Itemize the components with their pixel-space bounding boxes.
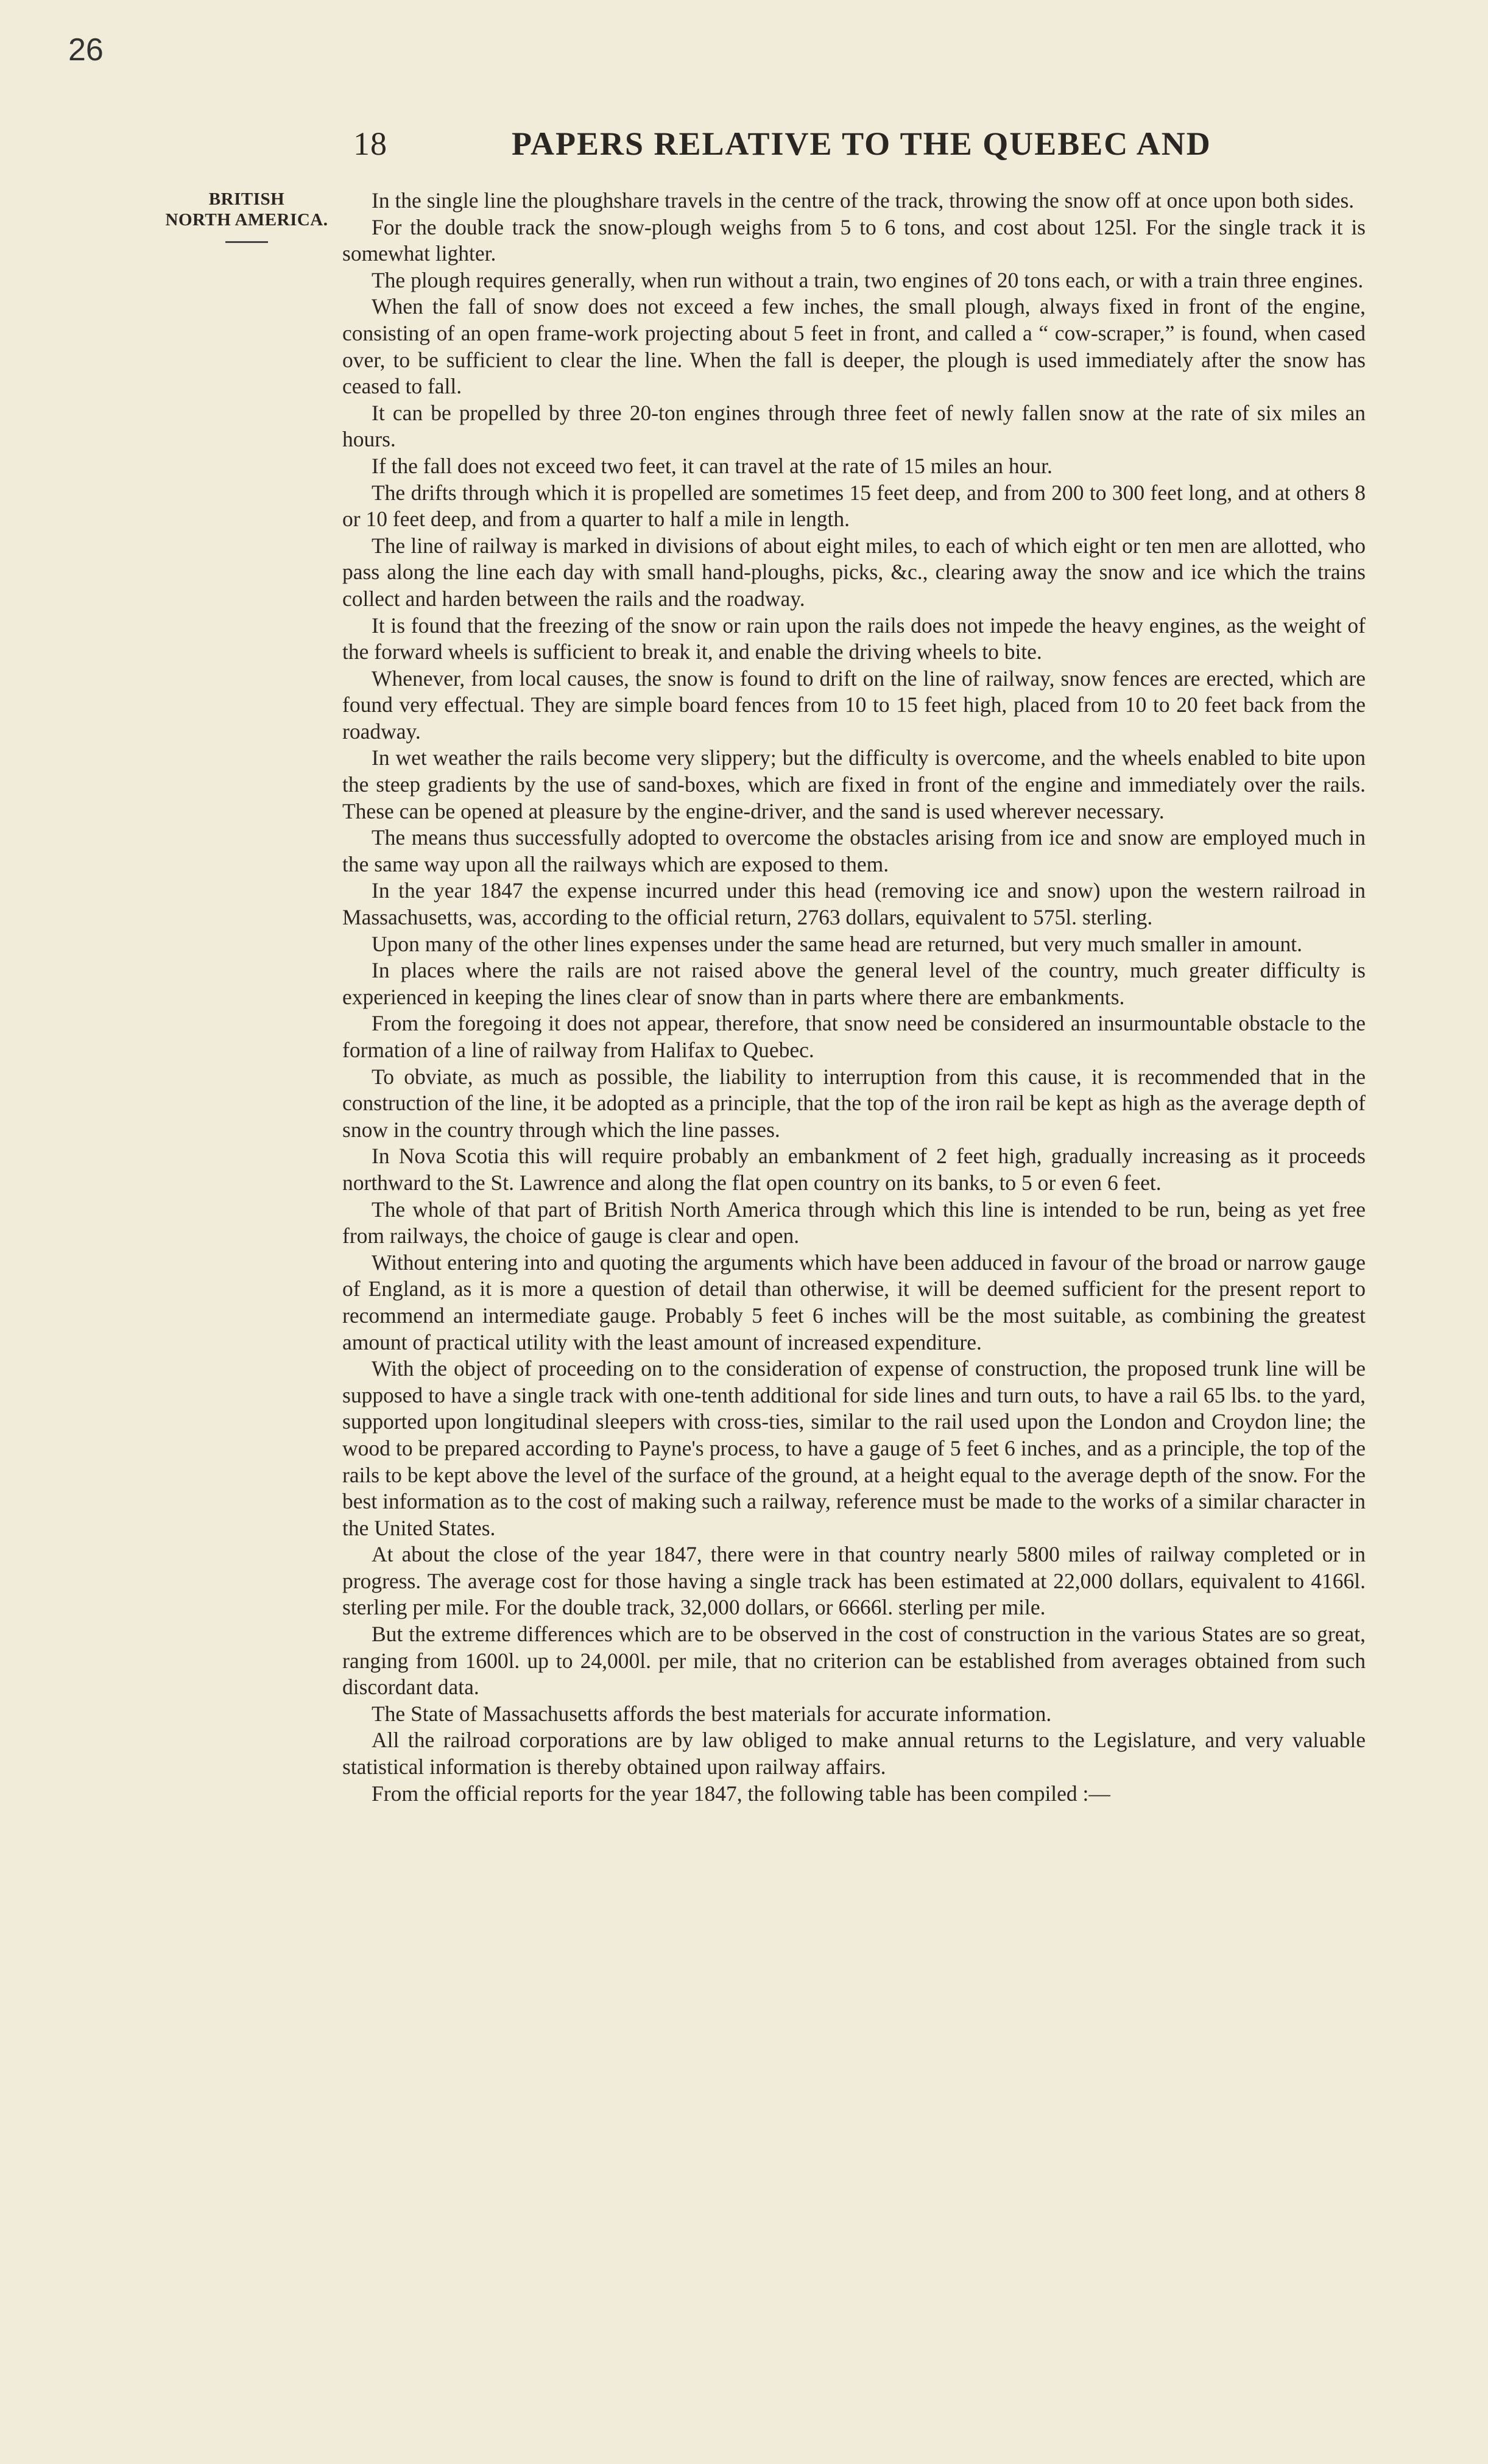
paragraph: The plough requires generally, when run without a train, two engines of 20 tons each, or with a train three engines. <box>372 267 1364 292</box>
paragraph: Whenever, from local causes, the snow is found to drift on the line of railway, snow fences are erected, which are found very effectual. They are simple board fences from 10 to 15 feet high, placed from 10 to 20 feet back from the roadway. <box>342 666 1366 744</box>
paragraph: But the extreme differences which are to be observed in the cost of construction in the various States are so great, ranging from 1600l. up to 24,000l. per mile, that no criterion can be established from averages obtained from such discordant data. <box>342 1622 1366 1700</box>
paragraph: If the fall does not exceed two feet, it can travel at the rate of 15 miles an hour. <box>372 453 1053 478</box>
paragraph: It can be propelled by three 20-ton engines through three feet of newly fallen snow at the rate of six miles an hours. <box>342 400 1366 452</box>
paragraph: The line of railway is marked in divisions of about eight miles, to each of which eight or ten men are allotted, who pass along the line each day with small hand-ploughs, picks, &c., clearing away the snow and ice which the trains collect and harden between the rails and the roadway. <box>342 533 1366 611</box>
paragraph: To obviate, as much as possible, the liability to interruption from this cause, it is recommended that in the construction of the line, it be adopted as a principle, that the top of the iron rail be kept as high as the average depth of snow in the country through which the line passes. <box>342 1064 1366 1142</box>
paragraph: The whole of that part of British North America through which this line is intended to be run, being as yet free from railways, the choice of gauge is clear and open. <box>342 1197 1366 1248</box>
paragraph: From the official reports for the year 1847, the following table has been compiled :— <box>372 1781 1110 1806</box>
paragraph: The State of Massachusetts affords the best materials for accurate information. <box>372 1701 1052 1726</box>
paragraph: When the fall of snow does not exceed a few inches, the small plough, always fixed in front of the engine, consisting of an open frame-work projecting about 5 feet in front, and called a “ cow-scraper,” is found, when cased over, to be sufficient to clear the line. When the fall is deeper, the plough is used immediately after the snow has ceased to fall. <box>342 294 1366 399</box>
paragraph: The drifts through which it is propelled are sometimes 15 feet deep, and from 200 to 300 feet long, and at others 8 or 10 feet deep, and from a quarter to half a mile in length. <box>342 480 1366 532</box>
running-title: PAPERS RELATIVE TO THE QUEBEC AND <box>512 125 1211 162</box>
paragraph: With the object of proceeding on to the consideration of expense of construction, the proposed trunk line will be supposed to have a single track with one-tenth additional for side lines and turn outs, to have a rail 65 lbs. to the yard, supported upon longitudinal sleepers with cross-ties, similar to the rail used upon the London and Croydon line; the wood to be prepared according to Payne's process, to have a gauge of 5 feet 6 inches, and as a principle, the top of the rails to be kept above the level of the surface of the ground, at a height equal to the average depth of the snow. For the best information as to the cost of making such a railway, reference must be made to the works of a similar character in the United States. <box>342 1356 1366 1540</box>
marginal-rule <box>225 241 268 243</box>
paragraph: The means thus successfully adopted to overcome the obstacles arising from ice and snow are employed much in the same way upon all the railways which are exposed to them. <box>342 825 1366 876</box>
marginal-note-line-1: BRITISH <box>208 189 285 209</box>
body-text <box>342 188 1366 1807</box>
paragraph: Without entering into and quoting the arguments which have been adduced in favour of the broad or narrow gauge of England, as it is more a question of detail than otherwise, it will be deemed sufficient for the present report to recommend an intermediate gauge. Probably 5 feet 6 inches will be the most suitable, as combining the greatest amount of practical utility with the least amount of increased expenditure. <box>342 1250 1366 1354</box>
paragraph: In wet weather the rails become very slippery; but the difficulty is overcome, and the wheels enabled to bite upon the steep gradients by the use of sand-boxes, which are fixed in front of the engine and immediately over the rails. These can be opened at pleasure by the engine-driver, and the sand is used wherever necessary. <box>342 745 1366 823</box>
paragraph: From the foregoing it does not appear, therefore, that snow need be considered an insurmountable obstacle to the formation of a line of railway from Halifax to Quebec. <box>342 1011 1366 1062</box>
paragraph: It is found that the freezing of the snow or rain upon the rails does not impede the heavy engines, as the weight of the forward wheels is sufficient to break it, and enable the driving wheels to bite. <box>342 613 1366 664</box>
paragraph: All the railroad corporations are by law obliged to make annual returns to the Legislature, and very valuable statistical information is thereby obtained upon railway affairs. <box>342 1728 1366 1779</box>
paragraph: In the year 1847 the expense incurred under this head (removing ice and snow) upon the western railroad in Massachusetts, was, according to the official return, 2763 dollars, equivalent to 575l. sterling. <box>342 878 1366 930</box>
paragraph: Upon many of the other lines expenses under the same head are returned, but very much smaller in amount. <box>372 931 1302 956</box>
paragraph: For the double track the snow-plough weighs from 5 to 6 tons, and cost about 125l. For the single track it is somewhat lighter. <box>342 214 1366 266</box>
folio-number: 18 <box>353 125 387 162</box>
marginal-note-line-2: NORTH AMERICA. <box>165 210 328 230</box>
marginal-note <box>146 189 347 243</box>
paragraph: In Nova Scotia this will require probably an embankment of 2 feet high, gradually increasing as it proceeds northward to the St. Lawrence and along the flat open country on its banks, to 5 or even 6 feet. <box>342 1144 1366 1195</box>
paragraph: In the single line the ploughshare travels in the centre of the track, throwing the snow off at once upon both sides. <box>372 188 1355 213</box>
page-number: 26 <box>68 32 104 68</box>
running-header <box>353 125 1243 163</box>
paragraph: In places where the rails are not raised above the general level of the country, much greater difficulty is experienced in keeping the lines clear of snow than in parts where there are embankments. <box>342 958 1366 1009</box>
paragraph: At about the close of the year 1847, there were in that country nearly 5800 miles of railway completed or in progress. The average cost for those having a single track has been estimated at 22,000 dollars, equivalent to 4166l. sterling per mile. For the double track, 32,000 dollars, or 6666l. sterling per mile. <box>342 1542 1366 1620</box>
